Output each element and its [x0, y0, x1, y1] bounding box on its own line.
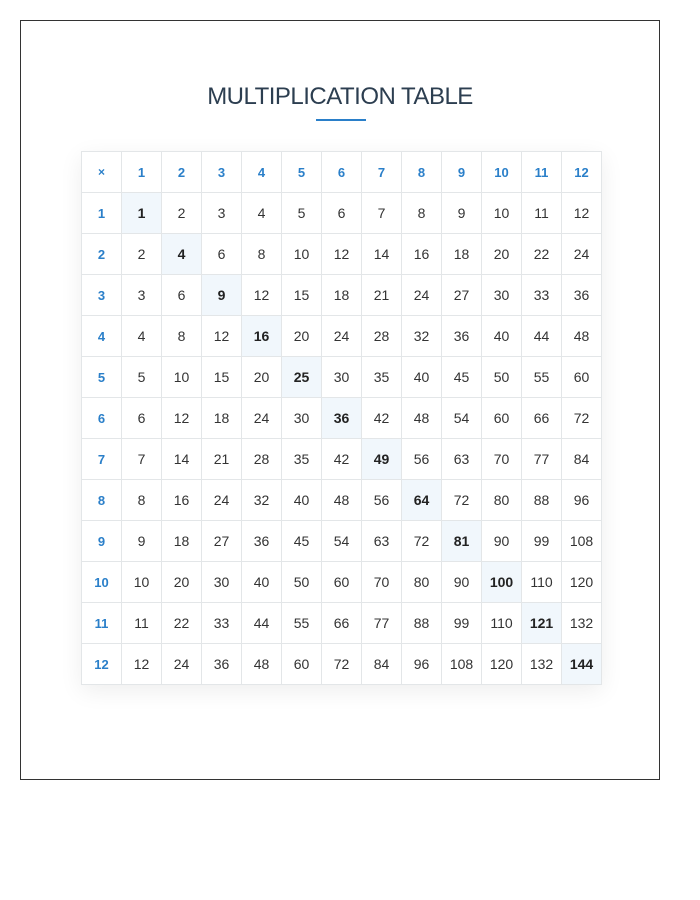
product-cell: 56 — [402, 439, 442, 480]
product-cell: 60 — [322, 562, 362, 603]
product-cell: 3 — [122, 275, 162, 316]
product-cell: 8 — [122, 480, 162, 521]
product-cell: 12 — [202, 316, 242, 357]
product-cell: 30 — [282, 398, 322, 439]
product-cell: 48 — [242, 644, 282, 685]
column-header: 8 — [402, 152, 442, 193]
square-cell: 121 — [522, 603, 562, 644]
product-cell: 60 — [282, 644, 322, 685]
product-cell: 56 — [362, 480, 402, 521]
row-header: 12 — [82, 644, 122, 685]
product-cell: 14 — [162, 439, 202, 480]
product-cell: 30 — [202, 562, 242, 603]
product-cell: 30 — [482, 275, 522, 316]
product-cell: 22 — [162, 603, 202, 644]
product-cell: 10 — [162, 357, 202, 398]
row-header: 6 — [82, 398, 122, 439]
product-cell: 48 — [322, 480, 362, 521]
product-cell: 99 — [442, 603, 482, 644]
product-cell: 44 — [522, 316, 562, 357]
product-cell: 36 — [562, 275, 602, 316]
product-cell: 72 — [442, 480, 482, 521]
product-cell: 132 — [562, 603, 602, 644]
product-cell: 7 — [122, 439, 162, 480]
square-cell: 64 — [402, 480, 442, 521]
table-row — [82, 234, 602, 275]
product-cell: 54 — [322, 521, 362, 562]
product-cell: 14 — [362, 234, 402, 275]
product-cell: 40 — [402, 357, 442, 398]
row-header: 1 — [82, 193, 122, 234]
row-header: 7 — [82, 439, 122, 480]
product-cell: 72 — [562, 398, 602, 439]
column-header: 1 — [122, 152, 162, 193]
product-cell: 72 — [322, 644, 362, 685]
square-cell: 1 — [122, 193, 162, 234]
square-cell: 25 — [282, 357, 322, 398]
product-cell: 18 — [202, 398, 242, 439]
product-cell: 40 — [242, 562, 282, 603]
product-cell: 70 — [362, 562, 402, 603]
product-cell: 44 — [242, 603, 282, 644]
column-header: 3 — [202, 152, 242, 193]
product-cell: 6 — [202, 234, 242, 275]
product-cell: 108 — [562, 521, 602, 562]
table-row — [82, 562, 602, 603]
product-cell: 66 — [322, 603, 362, 644]
product-cell: 4 — [122, 316, 162, 357]
column-header: 7 — [362, 152, 402, 193]
square-cell: 16 — [242, 316, 282, 357]
product-cell: 24 — [322, 316, 362, 357]
product-cell: 7 — [362, 193, 402, 234]
corner-cell: × — [82, 152, 122, 193]
product-cell: 8 — [242, 234, 282, 275]
product-cell: 36 — [202, 644, 242, 685]
multiplication-table — [81, 151, 602, 685]
product-cell: 5 — [282, 193, 322, 234]
row-header: 4 — [82, 316, 122, 357]
header-row — [82, 152, 602, 193]
product-cell: 33 — [522, 275, 562, 316]
product-cell: 18 — [442, 234, 482, 275]
table-body — [82, 152, 602, 685]
product-cell: 42 — [362, 398, 402, 439]
product-cell: 28 — [362, 316, 402, 357]
product-cell: 90 — [482, 521, 522, 562]
table-row — [82, 316, 602, 357]
product-cell: 24 — [202, 480, 242, 521]
product-cell: 54 — [442, 398, 482, 439]
product-cell: 10 — [282, 234, 322, 275]
product-cell: 3 — [202, 193, 242, 234]
product-cell: 9 — [442, 193, 482, 234]
product-cell: 42 — [322, 439, 362, 480]
product-cell: 120 — [482, 644, 522, 685]
product-cell: 90 — [442, 562, 482, 603]
column-header: 6 — [322, 152, 362, 193]
product-cell: 11 — [122, 603, 162, 644]
square-cell: 100 — [482, 562, 522, 603]
product-cell: 32 — [242, 480, 282, 521]
product-cell: 108 — [442, 644, 482, 685]
product-cell: 40 — [282, 480, 322, 521]
table-row — [82, 603, 602, 644]
product-cell: 8 — [162, 316, 202, 357]
row-header: 3 — [82, 275, 122, 316]
page-sheet — [20, 20, 660, 780]
product-cell: 45 — [442, 357, 482, 398]
product-cell: 132 — [522, 644, 562, 685]
table-row — [82, 480, 602, 521]
table-row — [82, 439, 602, 480]
table-row — [82, 193, 602, 234]
column-header: 9 — [442, 152, 482, 193]
square-cell: 36 — [322, 398, 362, 439]
product-cell: 55 — [282, 603, 322, 644]
table-row — [82, 275, 602, 316]
product-cell: 88 — [522, 480, 562, 521]
product-cell: 22 — [522, 234, 562, 275]
product-cell: 21 — [362, 275, 402, 316]
product-cell: 40 — [482, 316, 522, 357]
page-title: MULTIPLICATION TABLE — [207, 83, 473, 110]
product-cell: 48 — [402, 398, 442, 439]
product-cell: 6 — [122, 398, 162, 439]
product-cell: 84 — [362, 644, 402, 685]
product-cell: 12 — [162, 398, 202, 439]
product-cell: 33 — [202, 603, 242, 644]
product-cell: 70 — [482, 439, 522, 480]
product-cell: 30 — [322, 357, 362, 398]
column-header: 5 — [282, 152, 322, 193]
product-cell: 60 — [482, 398, 522, 439]
product-cell: 16 — [162, 480, 202, 521]
product-cell: 110 — [482, 603, 522, 644]
product-cell: 15 — [282, 275, 322, 316]
product-cell: 66 — [522, 398, 562, 439]
square-cell: 81 — [442, 521, 482, 562]
product-cell: 55 — [522, 357, 562, 398]
product-cell: 24 — [242, 398, 282, 439]
table-row — [82, 398, 602, 439]
product-cell: 24 — [162, 644, 202, 685]
product-cell: 20 — [242, 357, 282, 398]
square-cell: 4 — [162, 234, 202, 275]
column-header: 4 — [242, 152, 282, 193]
product-cell: 12 — [322, 234, 362, 275]
row-header: 11 — [82, 603, 122, 644]
product-cell: 45 — [282, 521, 322, 562]
product-cell: 88 — [402, 603, 442, 644]
product-cell: 80 — [482, 480, 522, 521]
product-cell: 35 — [362, 357, 402, 398]
title-underline — [316, 119, 366, 121]
column-header: 12 — [562, 152, 602, 193]
product-cell: 2 — [122, 234, 162, 275]
product-cell: 12 — [562, 193, 602, 234]
product-cell: 77 — [522, 439, 562, 480]
product-cell: 4 — [242, 193, 282, 234]
product-cell: 77 — [362, 603, 402, 644]
product-cell: 96 — [562, 480, 602, 521]
product-cell: 24 — [402, 275, 442, 316]
table-row — [82, 521, 602, 562]
product-cell: 18 — [162, 521, 202, 562]
product-cell: 27 — [202, 521, 242, 562]
product-cell: 50 — [482, 357, 522, 398]
product-cell: 12 — [242, 275, 282, 316]
product-cell: 16 — [402, 234, 442, 275]
row-header: 8 — [82, 480, 122, 521]
product-cell: 99 — [522, 521, 562, 562]
product-cell: 18 — [322, 275, 362, 316]
product-cell: 60 — [562, 357, 602, 398]
product-cell: 20 — [482, 234, 522, 275]
product-cell: 36 — [442, 316, 482, 357]
product-cell: 28 — [242, 439, 282, 480]
product-cell: 96 — [402, 644, 442, 685]
square-cell: 9 — [202, 275, 242, 316]
product-cell: 63 — [442, 439, 482, 480]
product-cell: 20 — [162, 562, 202, 603]
product-cell: 27 — [442, 275, 482, 316]
row-header: 2 — [82, 234, 122, 275]
table-row — [82, 644, 602, 685]
product-cell: 50 — [282, 562, 322, 603]
square-cell: 144 — [562, 644, 602, 685]
product-cell: 2 — [162, 193, 202, 234]
product-cell: 6 — [322, 193, 362, 234]
product-cell: 6 — [162, 275, 202, 316]
product-cell: 20 — [282, 316, 322, 357]
product-cell: 15 — [202, 357, 242, 398]
product-cell: 24 — [562, 234, 602, 275]
table-row — [82, 357, 602, 398]
column-header: 2 — [162, 152, 202, 193]
product-cell: 5 — [122, 357, 162, 398]
product-cell: 48 — [562, 316, 602, 357]
square-cell: 49 — [362, 439, 402, 480]
product-cell: 10 — [482, 193, 522, 234]
product-cell: 21 — [202, 439, 242, 480]
product-cell: 72 — [402, 521, 442, 562]
product-cell: 63 — [362, 521, 402, 562]
product-cell: 32 — [402, 316, 442, 357]
product-cell: 12 — [122, 644, 162, 685]
product-cell: 80 — [402, 562, 442, 603]
column-header: 10 — [482, 152, 522, 193]
product-cell: 36 — [242, 521, 282, 562]
product-cell: 110 — [522, 562, 562, 603]
column-header: 11 — [522, 152, 562, 193]
product-cell: 9 — [122, 521, 162, 562]
row-header: 5 — [82, 357, 122, 398]
product-cell: 8 — [402, 193, 442, 234]
product-cell: 120 — [562, 562, 602, 603]
product-cell: 10 — [122, 562, 162, 603]
product-cell: 84 — [562, 439, 602, 480]
row-header: 9 — [82, 521, 122, 562]
row-header: 10 — [82, 562, 122, 603]
product-cell: 35 — [282, 439, 322, 480]
product-cell: 11 — [522, 193, 562, 234]
